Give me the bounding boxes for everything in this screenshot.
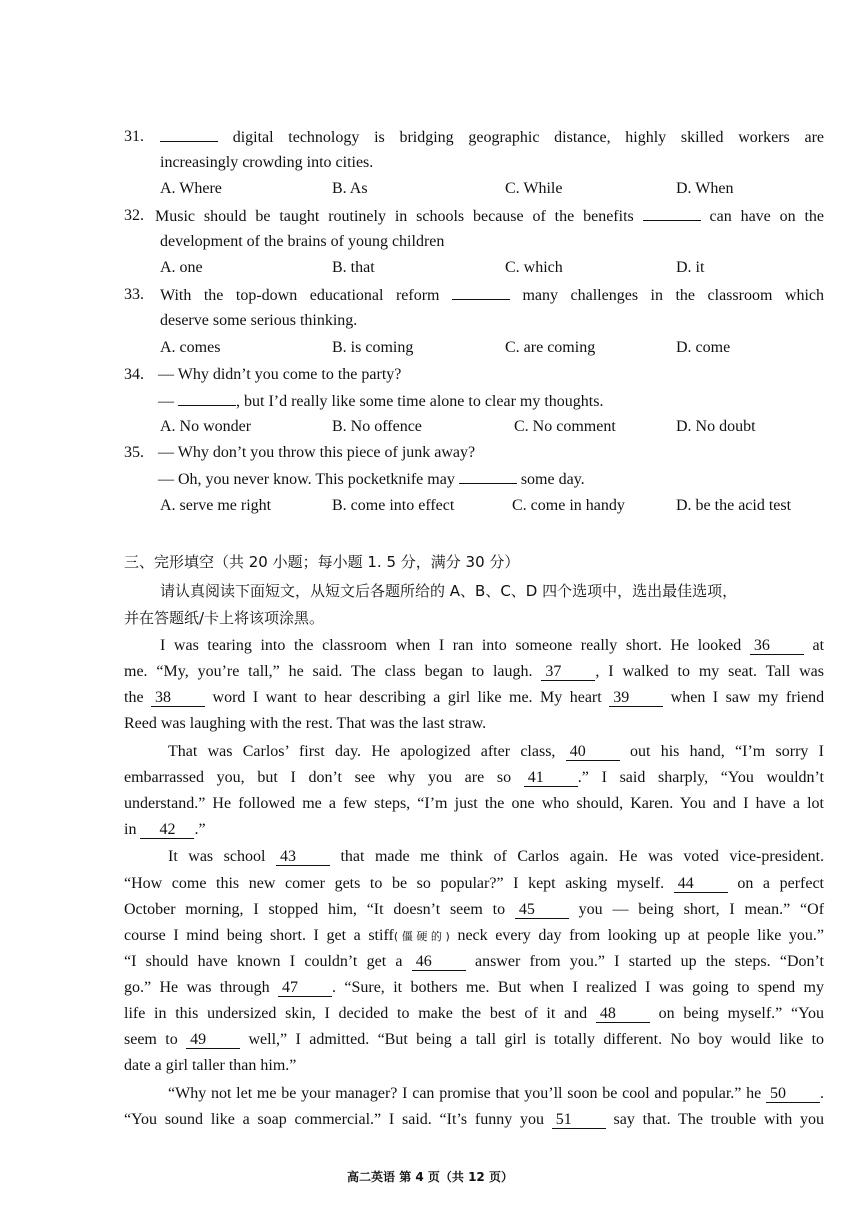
passage-text: .”: [194, 821, 206, 838]
answer-blank: [459, 469, 517, 484]
passage-text: on a perfect: [737, 875, 825, 892]
passage-text: neck every day from looking up at people like you.”: [457, 927, 825, 944]
blank-36: 36: [750, 637, 804, 655]
question-35-text-post: some day.: [520, 471, 585, 488]
question-32-option-d: D. it: [676, 259, 705, 276]
question-34-number: 34.: [124, 366, 144, 383]
section-heading: 三、完形填空（共 20 小题；每小题 1. 5 分，满分 30 分）: [124, 553, 520, 571]
blank-41: 41: [524, 769, 578, 787]
blank-45: 45: [515, 901, 569, 919]
passage-line: understand.” He followed me a few steps, “I’m just the one who should, Karen. You and I have a lot: [124, 795, 824, 812]
question-35-option-a: A. serve me right: [160, 497, 272, 514]
question-35-dialogue-line2: [158, 469, 585, 490]
passage-text: go.” He was through: [124, 979, 270, 996]
passage-line: [124, 926, 824, 947]
passage-text: answer from you.” I started up the steps. “Don’t: [474, 953, 825, 970]
passage-text: out his hand, “I’m sorry I: [629, 743, 824, 760]
passage-text: say that. The trouble with you: [613, 1111, 825, 1128]
blank-44: 44: [674, 875, 728, 893]
question-31-text: digital technology is bridging geographic distance, highly skilled workers are: [232, 129, 824, 146]
answer-blank: [160, 127, 218, 142]
question-31-number: 31.: [124, 128, 144, 145]
question-31-option-d: D. When: [676, 180, 734, 197]
blank-42: 42: [140, 821, 194, 839]
passage-text: “You sound like a soap commercial.” I said. “It’s funny you: [124, 1111, 544, 1128]
question-32-stem: [155, 206, 824, 227]
question-35-dialogue-line1: — Why don’t you throw this piece of junk away?: [158, 444, 476, 461]
question-33-option-d: D. come: [676, 339, 731, 356]
question-33-text-post: many challenges in the classroom which: [522, 287, 825, 304]
passage-line: [124, 900, 824, 920]
blank-37: 37: [541, 663, 595, 681]
passage-text: word I want to hear describing a girl like me. My heart: [212, 689, 602, 706]
question-33-option-b: B. is coming: [332, 339, 414, 356]
passage-line: [160, 636, 824, 656]
passage-line: [124, 978, 824, 998]
question-34-option-b: B. No offence: [332, 418, 422, 435]
passage-text: It was school: [168, 848, 266, 865]
passage-text: seem to: [124, 1031, 178, 1048]
passage-text: , I walked to my seat. Tall was: [595, 663, 825, 680]
question-33-option-c: C. are coming: [505, 339, 596, 356]
question-32-text-post: can have on the: [709, 208, 825, 225]
question-34-option-c: C. No comment: [514, 418, 616, 435]
passage-text: “How come this new comer gets to be so popular?” I kept asking myself.: [124, 875, 665, 892]
blank-51: 51: [552, 1111, 606, 1129]
passage-text: embarrassed you, but I don’t see why you are so: [124, 769, 512, 786]
question-31-option-a: A. Where: [160, 180, 222, 197]
blank-47: 47: [278, 979, 332, 997]
blank-49: 49: [186, 1031, 240, 1049]
passage-text: “I should have known I couldn’t get a: [124, 953, 403, 970]
blank-43: 43: [276, 848, 330, 866]
passage-text: .: [820, 1085, 824, 1102]
blank-38: 38: [151, 689, 205, 707]
question-35-option-d: D. be the acid test: [676, 497, 792, 514]
passage-line: [124, 1030, 824, 1050]
passage-text: “Why not let me be your manager? I can promise that you’ll soon be cool and popular.” he: [168, 1085, 762, 1102]
gloss-note: (僵硬的): [393, 930, 450, 943]
question-32-stem-line2: development of the brains of young children: [160, 233, 445, 250]
question-35-text-pre: — Oh, you never know. This pocketknife may: [158, 471, 455, 488]
blank-46: 46: [412, 953, 466, 971]
section-instruction-line2: 并在答题纸/卡上将该项涂黑。: [124, 609, 325, 627]
blank-40: 40: [566, 743, 620, 761]
question-35-option-c: C. come in handy: [512, 497, 625, 514]
question-33-stem: [160, 285, 824, 306]
question-34-dialogue-line2: [158, 391, 603, 412]
passage-text: life in this undersized skin, I decided to make the best of it and: [124, 1005, 588, 1022]
passage-line: [124, 688, 824, 708]
passage-line: [124, 662, 824, 682]
passage-line: [124, 768, 824, 788]
answer-blank: [178, 391, 236, 406]
passage-line: [124, 820, 206, 840]
passage-text: when I saw my friend: [670, 689, 825, 706]
question-34-option-d: D. No doubt: [676, 418, 756, 435]
passage-line: [168, 847, 824, 867]
question-32-option-c: C. which: [505, 259, 563, 276]
passage-line: [124, 1110, 824, 1130]
question-35-option-b: B. come into effect: [332, 497, 455, 514]
answer-blank: [452, 285, 510, 300]
passage-line: [168, 742, 824, 762]
answer-blank: [643, 206, 701, 221]
passage-text: in: [124, 821, 137, 838]
passage-line: date a girl taller than him.”: [124, 1057, 297, 1074]
question-34-option-a: A. No wonder: [160, 418, 252, 435]
question-33-number: 33.: [124, 286, 144, 303]
passage-text: I was tearing into the classroom when I ran into someone really short. He looked: [160, 637, 742, 654]
passage-text: course I mind being short. I get a stiff: [124, 927, 394, 944]
question-33-stem-line2: deserve some serious thinking.: [160, 312, 358, 329]
question-34-text-post: , but I’d really like some time alone to clear my thoughts.: [236, 393, 604, 410]
question-31-option-b: B. As: [332, 180, 368, 197]
passage-text: October morning, I stopped him, “It doesn’t seem to: [124, 901, 506, 918]
question-32-number: 32.: [124, 207, 144, 224]
question-33-option-a: A. comes: [160, 339, 221, 356]
blank-48: 48: [596, 1005, 650, 1023]
question-32-text-pre: Music should be taught routinely in schools because of the benefits: [155, 208, 634, 225]
blank-50: 50: [766, 1085, 820, 1103]
question-32-option-a: A. one: [160, 259, 203, 276]
passage-text: you — being short, I mean.” “Of: [578, 901, 825, 918]
passage-line: [124, 874, 824, 894]
section-instruction-line1: 请认真阅读下面短文，从短文后各题所给的 A、B、C、D 四个选项中，选出最佳选项，: [160, 582, 738, 600]
passage-text: the: [124, 689, 144, 706]
passage-text: well,” I admitted. “But being a tall girl is totally different. No boy would like to: [248, 1031, 825, 1048]
passage-text: That was Carlos’ first day. He apologized after class,: [168, 743, 556, 760]
passage-line: Reed was laughing with the rest. That was the last straw.: [124, 715, 487, 732]
question-34-dialogue-line1: — Why didn’t you come to the party?: [158, 366, 402, 383]
passage-text: on being myself.” “You: [658, 1005, 825, 1022]
question-31-option-c: C. While: [505, 180, 563, 197]
page-footer: 高二英语 第 4 页（共 12 页）: [347, 1170, 513, 1184]
passage-text: . “Sure, it bothers me. But when I realized I was going to spend my: [331, 979, 824, 996]
passage-line: [124, 952, 824, 972]
question-31-stem: [160, 127, 824, 148]
question-32-option-b: B. that: [332, 259, 375, 276]
question-34-dash: —: [158, 393, 174, 410]
passage-line: [168, 1084, 824, 1104]
question-31-stem-line2: increasingly crowding into cities.: [160, 154, 374, 171]
question-33-text-pre: With the top-down educational reform: [160, 287, 440, 304]
passage-text: that made me think of Carlos again. He was voted vice-president.: [340, 848, 825, 865]
passage-text: me. “My, you’re tall,” he said. The class began to laugh.: [124, 663, 533, 680]
blank-39: 39: [609, 689, 663, 707]
passage-line: [124, 1004, 824, 1024]
passage-text: .” I said sharply, “You wouldn’t: [577, 769, 824, 786]
passage-text: at: [812, 637, 825, 654]
question-35-number: 35.: [124, 444, 144, 461]
